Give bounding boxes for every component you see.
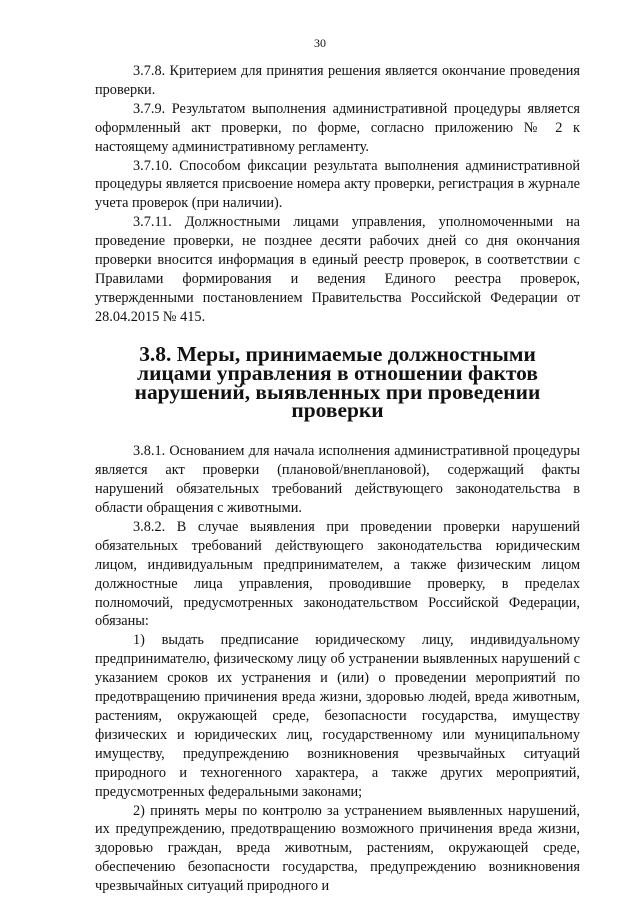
page-content (95, 62, 580, 896)
paragraph-3-8-2: 3.8.2. В случае выявления при проведении проверки нарушений обязательных требований действующего законодательства юридическим лицом, индивидуальным предпринимателем, а также физическим лицом должностные лица управления, проводившие проверку, в пределах полномочий, предусмотренных законодательством Российской Федерации, обязаны: (95, 518, 580, 630)
paragraph-3-7-11: 3.7.11. Должностными лицами управления, уполномоченными на проведение проверки, не позднее десяти рабочих дней со дня окончания проверки вносится информация в единый реестр проверок, в соответствии с Правилами формирования и ведения Единого реестра проверок, утвержденными постановлением Правительства Российской Федерации от 28.04.2015 № 415. (95, 214, 580, 325)
section-heading-3-8: 3.8. Меры, принимаемые должностными лицами управления в отношении фактов нарушений, выявленных при проведении проверки (134, 341, 541, 423)
paragraph-3-8-1: 3.8.1. Основанием для начала исполнения административной процедуры является акт проверки (плановой/внеплановой), содержащий факты нарушений обязательных требований действующего законодательства в области обращения с животными. (95, 443, 580, 517)
spacer (95, 420, 580, 442)
page-number: 30 (314, 36, 326, 50)
list-item-1: 1) выдать предписание юридическому лицу, индивидуальному предпринимателю, физическому лицу об устранении выявленных нарушений с указанием сроков их устранения и (или) о проведении мероприятий по предотвращению причинения вреда жизни, здоровью людей, вреда животным, растениям, окружающей среде, безопасности государства, имуществу физических и юридических лиц, государственному или муниципальному имуществу, предупреждению возникновения чрезвычайных ситуаций природного и техногенного характера, а также других мероприятий, предусмотренных федеральными законами; (95, 632, 580, 800)
paragraph-3-7-8: 3.7.8. Критерием для принятия решения является окончание проведения проверки. (95, 63, 580, 98)
list-item-2: 2) принять меры по контролю за устранением выявленных нарушений, их предупреждению, предотвращению возможного причинения вреда жизни, здоровью граждан, вреда животным, растениям, окружающей среде, обеспечению безопасности государства, предупреждению возникновения чрезвычайных ситуаций природного и (95, 802, 580, 895)
paragraph-3-7-10: 3.7.10. Способом фиксации результата выполнения административной процедуры является присвоение номера акту проверки, регистрация в журнале учета проверок (при наличии). (95, 157, 580, 212)
paragraph-3-7-9: 3.7.9. Результатом выполнения административной процедуры является оформленный акт проверки, по форме, согласно приложению № 2 к настоящему административному регламенту. (95, 100, 580, 155)
